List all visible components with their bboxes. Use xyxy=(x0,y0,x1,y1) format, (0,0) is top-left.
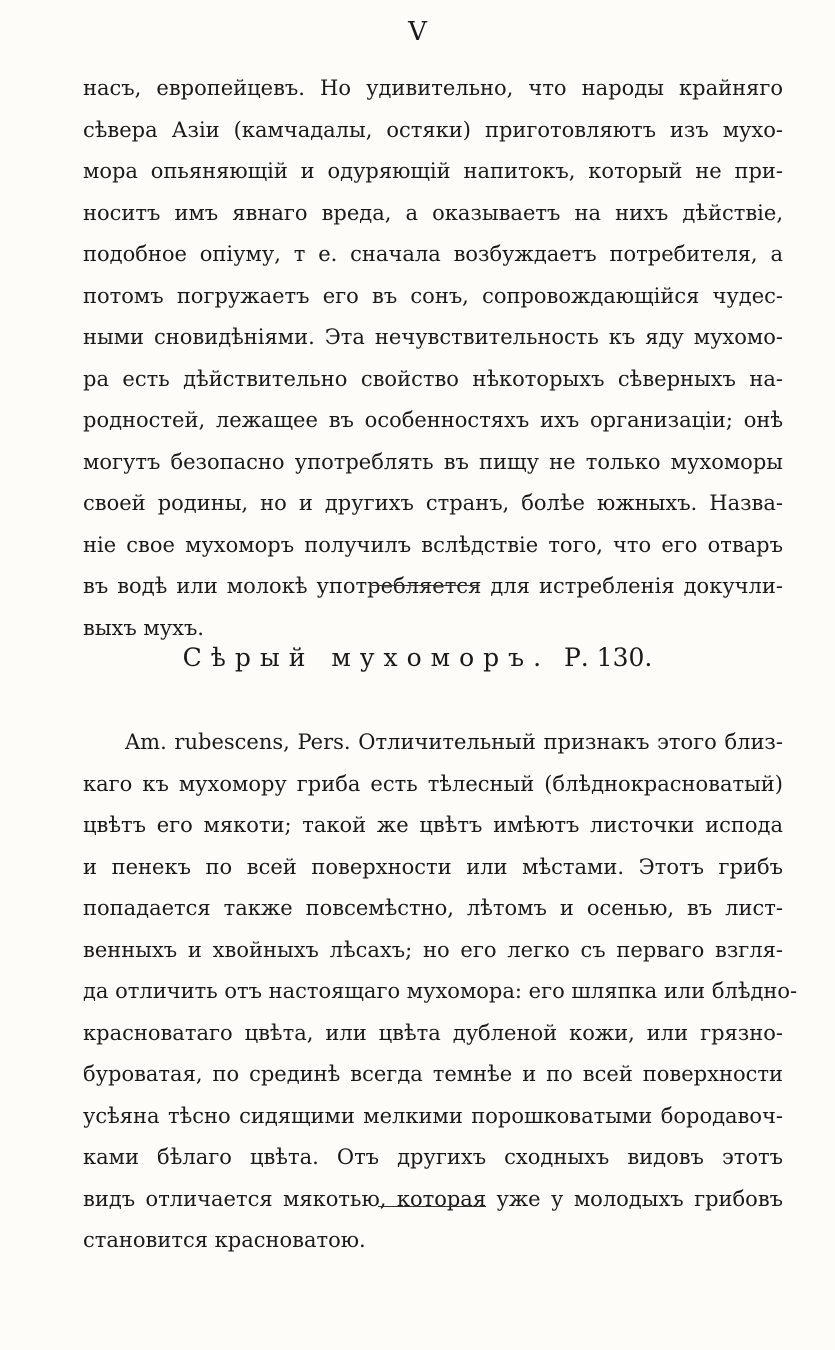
text-line: родностей, лежащее въ особенностяхъ ихъ организаціи; онѣ xyxy=(83,408,783,432)
paragraph-amanita-muscaria-continued xyxy=(83,68,783,649)
text-line: и пенекъ по всей поверхности или мѣстами. Этотъ грибъ xyxy=(83,854,783,879)
heading-title: Сѣрый мухоморъ. xyxy=(182,643,551,672)
text-line: Am. rubescens, Pers. Отличительный признакъ этого близ- xyxy=(125,730,783,754)
text-line: подобное опіуму, т е. сначала возбуждаетъ потребителя, а xyxy=(83,242,783,266)
text-line: видъ отличается мякотью, которая уже у молодыхъ грибовъ xyxy=(83,1186,783,1211)
text-line: въ водѣ или молокѣ употребляется для истребленія докучли- xyxy=(83,574,783,598)
text-line: своей родины, но и другихъ странъ, болѣе южныхъ. Назва- xyxy=(83,491,783,515)
text-line: сѣвера Азіи (камчадалы, остяки) приготовляютъ изъ мухо- xyxy=(83,117,783,142)
text-line: красноватаго цвѣта, или цвѣта дубленой кожи, или грязно- xyxy=(83,1020,783,1045)
section-heading xyxy=(0,640,835,676)
text-line: могутъ безопасно употреблять въ пищу не только мухоморы xyxy=(83,449,783,474)
text-line: да отличить отъ настоящаго мухомора: его шляпка или блѣдно- xyxy=(83,979,798,1003)
text-line: ра есть дѣйствительно свойство нѣкоторыхъ сѣверныхъ на- xyxy=(83,366,783,391)
text-line: попадается также повсемѣстно, лѣтомъ и осенью, въ лист- xyxy=(83,896,783,920)
text-line: носитъ имъ явнаго вреда, а оказываетъ на нихъ дѣйствіе, xyxy=(83,200,783,225)
text-line: ными сновидѣніями. Эта нечувствительность къ яду мухомо- xyxy=(83,325,783,349)
text-line: цвѣтъ его мякоти; такой же цвѣтъ имѣютъ листочки испода xyxy=(83,813,783,837)
text-line: каго къ мухомору гриба есть тѣлесный (блѣднокрасноватый) xyxy=(83,771,783,796)
text-line: мора опьяняющій и одуряющій напитокъ, который не при- xyxy=(83,159,783,183)
text-line: буроватая, по срединѣ всегда темнѣе и по всей поверхности xyxy=(83,1062,783,1086)
section-divider xyxy=(378,1206,486,1207)
paragraph-amanita-rubescens xyxy=(83,722,798,1262)
text-line: ніе свое мухоморъ получилъ вслѣдствіе того, что его отваръ xyxy=(83,532,783,557)
section-divider xyxy=(372,585,480,586)
text-line: венныхъ и хвойныхъ лѣсахъ; но его легко съ перваго взгля- xyxy=(83,937,783,962)
text-line: усѣяна тѣсно сидящими мелкими порошковатыми бородавоч- xyxy=(83,1103,783,1128)
text-line: ками бѣлаго цвѣта. Отъ другихъ сходныхъ видовъ этотъ xyxy=(83,1145,783,1169)
text-line: выхъ мухъ. xyxy=(83,615,204,640)
heading-plate-reference: Р. 130. xyxy=(563,643,653,672)
page-number: V xyxy=(408,17,427,47)
text-line: потомъ погружаетъ его въ сонъ, сопровождающійся чудес- xyxy=(83,283,783,308)
text-line: становится красноватою. xyxy=(83,1228,366,1252)
text-line: насъ, европейцевъ. Но удивительно, что народы крайняго xyxy=(83,76,783,100)
